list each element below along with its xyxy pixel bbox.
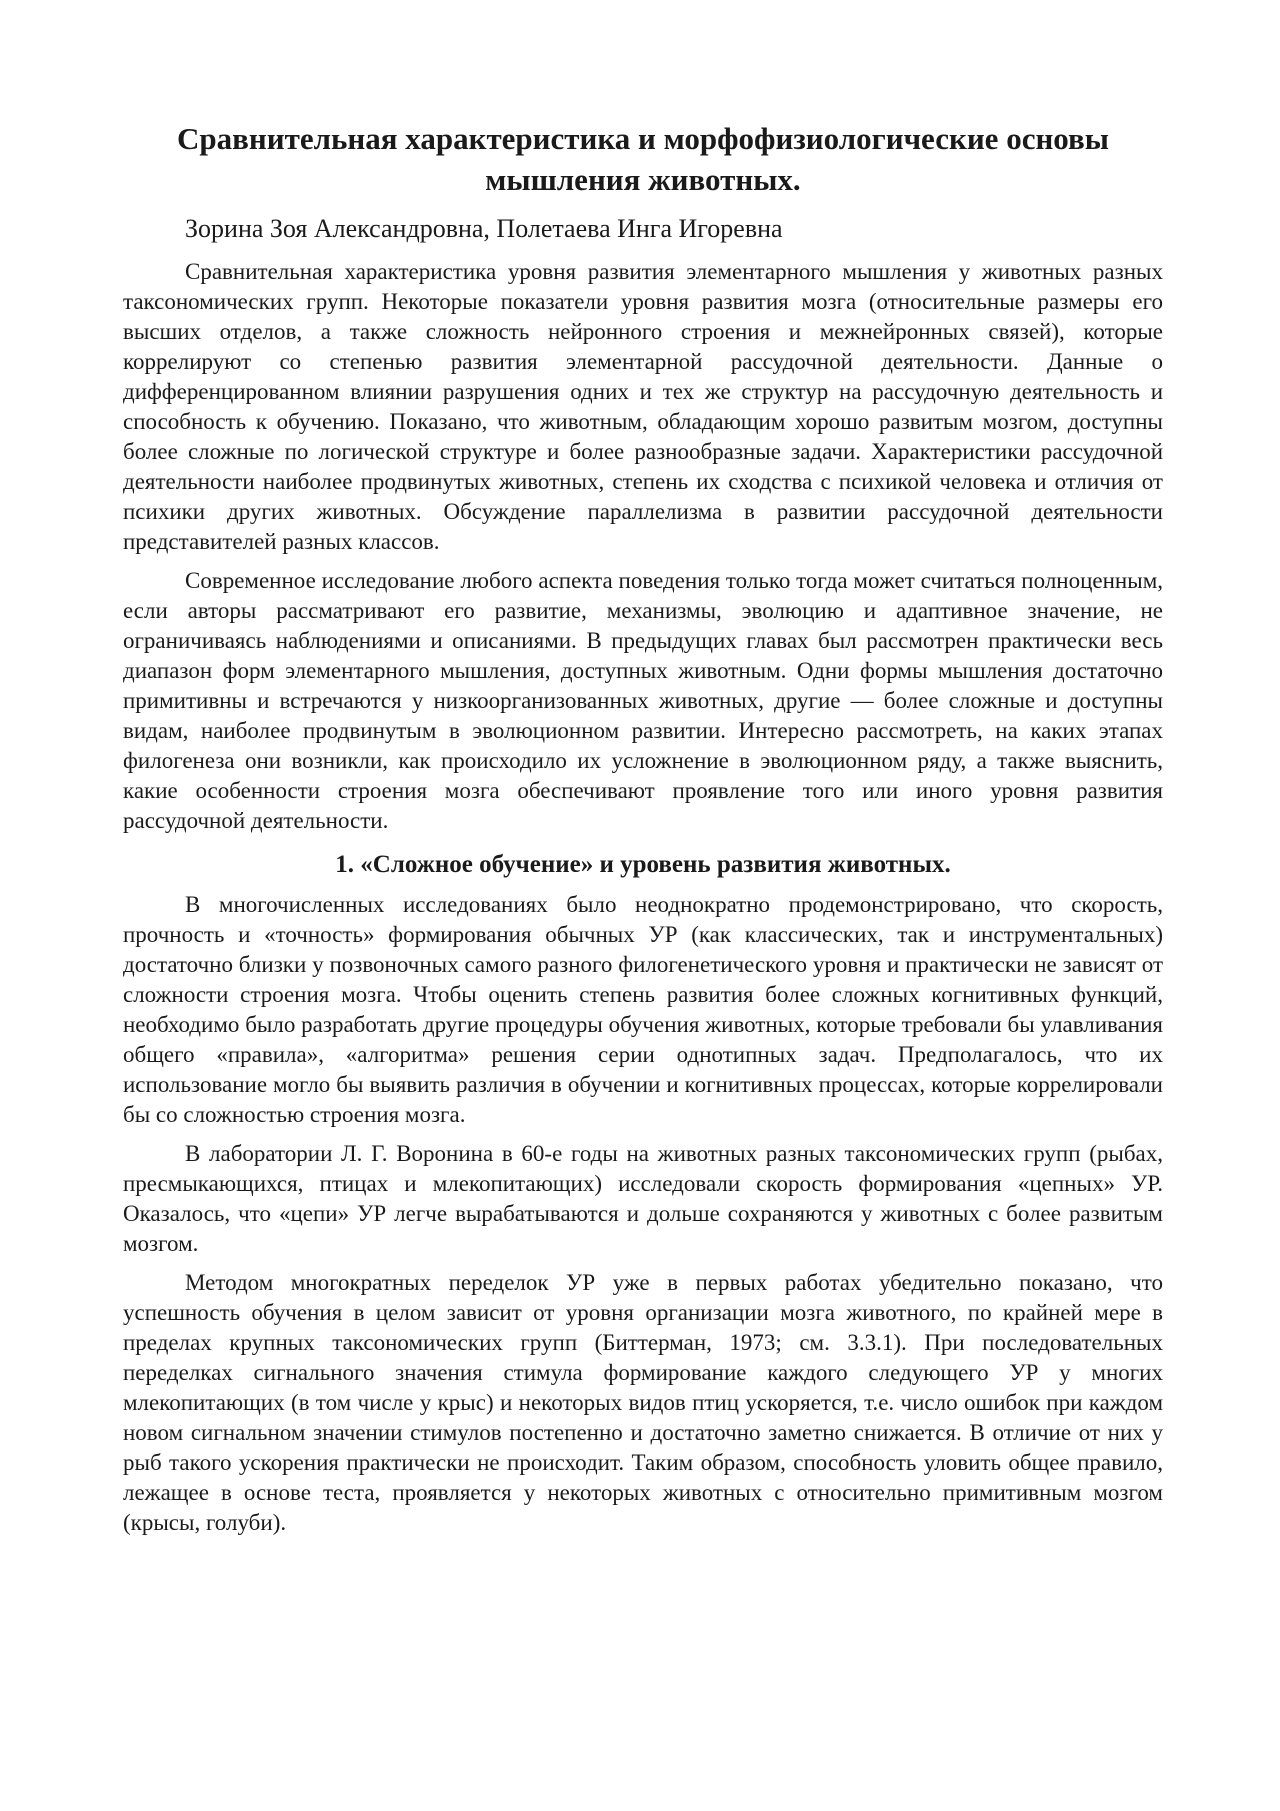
section-paragraph-1: В многочисленных исследованиях было неоднократно продемонстрировано, что скорость, прочность и «точность» формирования обычных УР (как классических, так и инструментальных) достаточно близки у позвоночных самого разного филогенетического уровня и практически не зависят от сложности строения мозга. Чтобы оценить степень развития более сложных когнитивных функций, необходимо было разработать другие процедуры обучения животных, которые требовали бы улавливания общего «правила», «алгоритма» решения серии однотипных задач. Предполагалось, что их использование могло бы выявить различия в обучении и когнитивных процессах, которые коррелировали бы со сложностью строения мозга.: [123, 892, 1163, 1127]
abstract-paragraph: Сравнительная характеристика уровня развития элементарного мышления у животных разных таксономических групп. Некоторые показатели уровня развития мозга (относительные размеры его высших отделов, а также сложность нейронного строения и межнейронных связей), которые коррелируют со степенью развития элементарной рассудочной деятельности. Данные о дифференцированном влиянии разрушения одних и тех же структур на рассудочную деятельность и способность к обучению. Показано, что животным, обладающим хорошо развитым мозгом, доступны более сложные по логической структуре и более разнообразные задачи. Характеристики рассудочной деятельности наиболее продвинутых животных, степень их сходства с психикой человека и отличия от психики других животных. Обсуждение параллелизма в развитии рассудочной деятельности представителей разных классов.: [123, 259, 1163, 554]
document-page: [123, 118, 1163, 1547]
intro-paragraph: Современное исследование любого аспекта поведения только тогда может считаться полноценным, если авторы рассматривают его развитие, механизмы, эволюцию и адаптивное значение, не ограничиваясь наблюдениями и описаниями. В предыдущих главах был рассмотрен практически весь диапазон форм элементарного мышления, доступных животным. Одни формы мышления достаточно примитивны и встречаются у низкоорганизованных животных, другие — более сложные и доступны видам, наиболее продвинутым в эволюционном развитии. Интересно рассмотреть, на каких этапах филогенеза они возникли, как происходило их усложнение в эволюционном ряду, а также выяснить, какие особенности строения мозга обеспечивают проявление того или иного уровня развития рассудочной деятельности.: [123, 568, 1163, 833]
section-heading: 1. «Сложное обучение» и уровень развития животных.: [335, 851, 951, 878]
section-paragraph-2: В лаборатории Л. Г. Воронина в 60-е годы на животных разных таксономических групп (рыбах, пресмыкающихся, птицах и млекопитающих) исследовали скорость формирования «цепных» УР. Оказалось, что «цепи» УР легче вырабатываются и дольше сохраняются у животных с более развитым мозгом.: [123, 1141, 1163, 1256]
document-authors: Зорина Зоя Александровна, Полетаева Инга Игоревна: [185, 214, 783, 243]
document-title: Сравнительная характеристика и морфофизиологические основы мышления животных.: [177, 121, 1109, 197]
section-paragraph-3: Методом многократных переделок УР уже в первых работах убедительно показано, что успешность обучения в целом зависит от уровня организации мозга животного, по крайней мере в пределах крупных таксономических групп (Биттерман, 1973; см. 3.3.1). При последовательных переделках сигнального значения стимула формирование каждого следующего УР у многих млекопитающих (в том числе у крыс) и некоторых видов птиц ускоряется, т.е. число ошибок при каждом новом сигнальном значении стимулов постепенно и достаточно заметно снижается. В отличие от них у рыб такого ускорения практически не происходит. Таким образом, способность уловить общее правило, лежащее в основе теста, проявляется у некоторых животных с относительно примитивным мозгом (крысы, голуби).: [123, 1270, 1163, 1535]
